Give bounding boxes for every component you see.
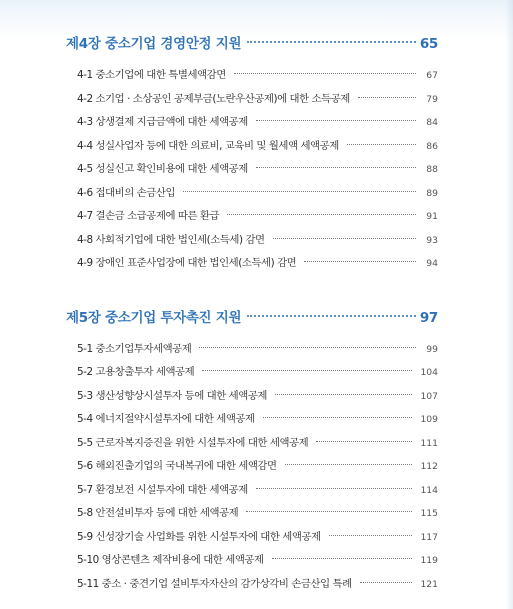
entry-page-number: 67: [426, 70, 438, 81]
toc-entry[interactable]: [77, 229, 438, 253]
entry-page-number: 104: [420, 367, 438, 378]
entry-title: 5-1 중소기업투자세액공제: [77, 342, 192, 355]
leader-dots: [272, 558, 413, 559]
entry-title: 5-11 중소 · 중견기업 설비투자자산의 감가상각비 손금산입 특례: [77, 577, 352, 590]
leader-dots: [304, 261, 416, 262]
chapter-section-4: [66, 30, 438, 276]
entry-title: 5-3 생산성향상시설투자 등에 대한 세액공제: [77, 389, 268, 402]
leader-dots: [347, 144, 416, 145]
chapter-heading[interactable]: [66, 304, 438, 332]
chapter-section-5: [66, 304, 438, 597]
leader-dots: [183, 191, 416, 192]
toc-entry[interactable]: [77, 385, 438, 409]
entry-title: 5-5 근로자복지증진을 위한 시설투자에 대한 세액공제: [77, 436, 309, 449]
entry-page-number: 115: [420, 508, 438, 519]
entry-title: 4-5 성실신고 확인비용에 대한 세액공제: [77, 163, 248, 175]
entry-title: 5-4 에너지절약시설투자에 대한 세액공제: [77, 413, 255, 425]
toc-entry[interactable]: [77, 502, 438, 526]
entry-page-number: 99: [426, 343, 438, 355]
chapter-title: 제4장 중소기업 경영안정 지원: [66, 36, 242, 52]
leader-dots: [275, 394, 412, 395]
toc-entry[interactable]: [77, 205, 438, 229]
toc-entry[interactable]: [77, 479, 438, 503]
entry-title: 4-8 사회적기업에 대한 법인세(소득세) 감면: [77, 233, 265, 246]
entry-page-number: 111: [420, 437, 438, 449]
leader-dots: [256, 120, 416, 121]
leader-dots: [234, 73, 416, 74]
entry-page-number: 84: [426, 117, 438, 128]
entry-page-number: 93: [426, 234, 438, 246]
leader-dots: [273, 238, 416, 239]
entry-page-number: 94: [426, 258, 438, 269]
toc-entry[interactable]: [77, 408, 438, 432]
entry-page-number: 114: [420, 484, 438, 496]
entry-page-number: 121: [420, 578, 438, 590]
entry-page-number: 89: [426, 187, 438, 199]
entry-page-number: 91: [426, 211, 438, 222]
toc-entry[interactable]: [77, 182, 438, 206]
table-of-contents: [66, 30, 438, 596]
leader-dots: [246, 511, 412, 512]
entry-title: 4-3 상생결제 지급금액에 대한 세액공제: [77, 116, 248, 128]
toc-entry[interactable]: [77, 338, 438, 362]
entry-list: [77, 338, 438, 597]
entry-page-number: 88: [426, 164, 438, 175]
chapter-heading[interactable]: [66, 30, 438, 58]
entry-title: 5-7 환경보전 시설투자에 대한 세액공제: [77, 483, 248, 496]
entry-title: 5-9 신성장기술 사업화를 위한 시설투자에 대한 세액공제: [77, 530, 321, 543]
toc-entry[interactable]: [77, 573, 438, 597]
leader-dots: [256, 488, 413, 489]
leader-dots: [247, 315, 416, 317]
entry-page-number: 119: [420, 555, 438, 566]
toc-entry[interactable]: [77, 549, 438, 573]
entry-title: 5-8 안전설비투자 등에 대한 세액공제: [77, 507, 239, 519]
entry-page-number: 86: [426, 140, 438, 152]
chapter-page-number: 97: [419, 309, 438, 326]
entry-title: 4-6 접대비의 손금산입: [77, 186, 176, 199]
toc-entry[interactable]: [77, 361, 438, 385]
leader-dots: [256, 167, 416, 168]
entry-title: 4-7 결손금 소급공제에 따른 환급: [77, 210, 220, 222]
leader-dots: [263, 417, 413, 418]
leader-dots: [227, 214, 416, 215]
entry-title: 4-1 중소기업에 대한 특별세액감면: [77, 69, 226, 81]
chapter-page-number: 65: [419, 36, 438, 52]
toc-entry[interactable]: [77, 111, 438, 135]
toc-entry[interactable]: [77, 135, 438, 159]
page-edge-shadow: [505, 0, 513, 609]
toc-entry[interactable]: [77, 526, 438, 550]
entry-page-number: 109: [420, 414, 438, 425]
toc-entry[interactable]: [77, 158, 438, 182]
leader-dots: [316, 441, 412, 442]
entry-title: 5-6 해외진출기업의 국내복귀에 대한 세액감면: [77, 460, 277, 472]
toc-entry[interactable]: [77, 88, 438, 112]
entry-page-number: 117: [420, 531, 438, 543]
toc-entry[interactable]: [77, 252, 438, 276]
entry-page-number: 107: [420, 390, 438, 402]
toc-entry[interactable]: [77, 432, 438, 456]
chapter-title: 제5장 중소기업 투자촉진 지원: [66, 309, 242, 326]
entry-title: 4-9 장애인 표준사업장에 대한 법인세(소득세) 감면: [77, 257, 297, 269]
entry-title: 4-2 소기업 · 소상공인 공제부금(노란우산공제)에 대한 소득공제: [77, 92, 350, 105]
entry-title: 5-2 고용창출투자 세액공제: [77, 366, 195, 378]
entry-title: 5-10 영상콘텐츠 제작비용에 대한 세액공제: [77, 554, 264, 566]
leader-dots: [329, 535, 413, 536]
entry-page-number: 79: [426, 93, 438, 105]
toc-entry[interactable]: [77, 64, 438, 88]
leader-dots: [358, 97, 416, 98]
leader-dots: [285, 464, 413, 465]
leader-dots: [199, 347, 416, 348]
leader-dots: [202, 370, 412, 371]
toc-entry[interactable]: [77, 455, 438, 479]
entry-list: [77, 64, 438, 276]
entry-title: 4-4 성실사업자 등에 대한 의료비, 교육비 및 월세액 세액공제: [77, 139, 339, 152]
leader-dots: [360, 582, 413, 583]
leader-dots: [247, 41, 416, 43]
entry-page-number: 112: [420, 461, 438, 472]
